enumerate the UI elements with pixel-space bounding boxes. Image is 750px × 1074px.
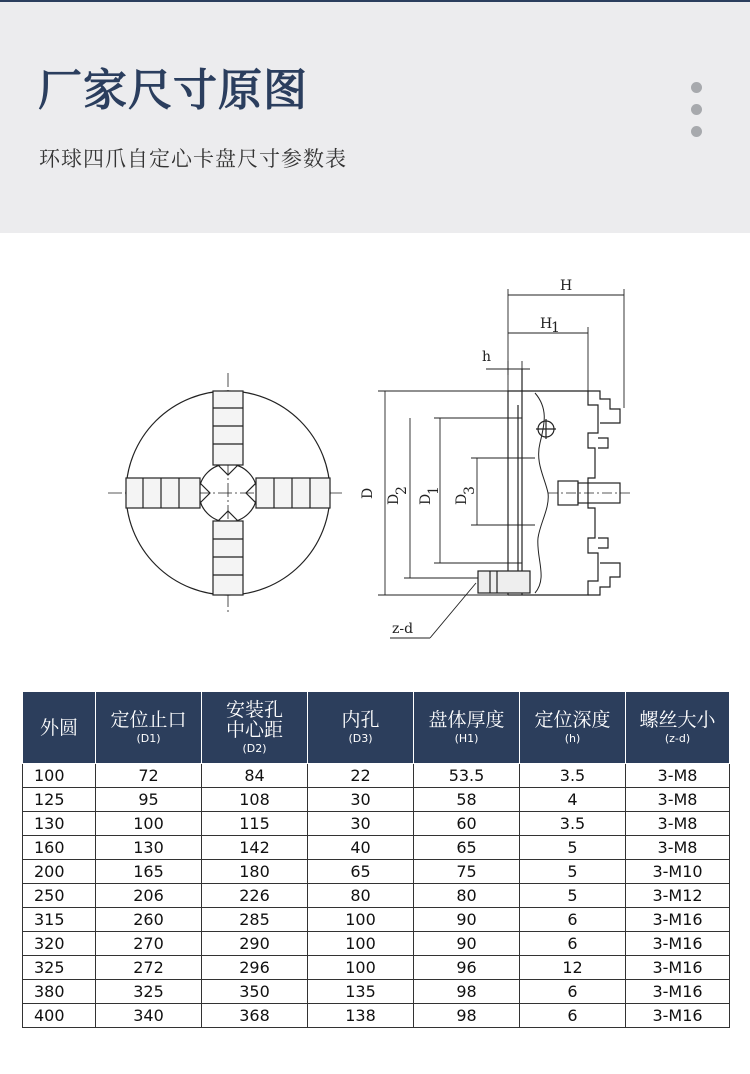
label-D3: D [454, 493, 470, 505]
header-outer-diameter: 外圆 [23, 692, 96, 764]
page-header [0, 0, 750, 233]
label-D: D [360, 487, 376, 499]
table-row: 325 272 296 100 96 12 3-M16 [23, 956, 730, 980]
label-D1: D [418, 493, 434, 505]
label-D2: D [386, 493, 402, 505]
table-row: 130 100 115 30 60 3.5 3-M8 [23, 812, 730, 836]
header-d3: 内孔 (D3) [308, 692, 414, 764]
chuck-front-view [108, 373, 345, 613]
table-row: 100 72 84 22 53.5 3.5 3-M8 [23, 764, 730, 788]
table-row: 400 340 368 138 98 6 3-M16 [23, 1004, 730, 1028]
chuck-side-view [478, 369, 630, 595]
table-row: 320 270 290 100 90 6 3-M16 [23, 932, 730, 956]
header-h1: 盘体厚度 (H1) [414, 692, 520, 764]
table-row: 200 165 180 65 75 5 3-M10 [23, 860, 730, 884]
page-title: 厂家尺寸原图 [38, 65, 308, 116]
header-z-d: 螺丝大小 (z-d) [626, 692, 730, 764]
header-h: 定位深度 (h) [520, 692, 626, 764]
label-D3-sub: 3 [462, 486, 478, 495]
label-H1: H [540, 316, 553, 332]
spec-table [22, 691, 730, 1028]
table-row: 315 260 285 100 90 6 3-M16 [23, 908, 730, 932]
header-d2: 安装孔 中心距 (D2) [202, 692, 308, 764]
label-z-d: z-d [392, 621, 414, 637]
table-row: 160 130 142 40 65 5 3-M8 [23, 836, 730, 860]
table-header-row [23, 692, 730, 764]
header-d1: 定位止口 (D1) [96, 692, 202, 764]
label-h: h [482, 349, 492, 365]
table-row: 380 325 350 135 98 6 3-M16 [23, 980, 730, 1004]
label-H: H [560, 278, 573, 294]
label-D2-sub: 2 [394, 486, 410, 495]
chuck-technical-drawing [0, 233, 750, 683]
page-subtitle: 环球四爪自定心卡盘尺寸参数表 [39, 147, 347, 171]
label-H1-sub: 1 [551, 320, 560, 336]
table-row: 250 206 226 80 80 5 3-M12 [23, 884, 730, 908]
table-row: 125 95 108 30 58 4 3-M8 [23, 788, 730, 812]
label-D1-sub: 1 [426, 486, 442, 495]
vertical-dots-icon[interactable] [691, 82, 703, 148]
